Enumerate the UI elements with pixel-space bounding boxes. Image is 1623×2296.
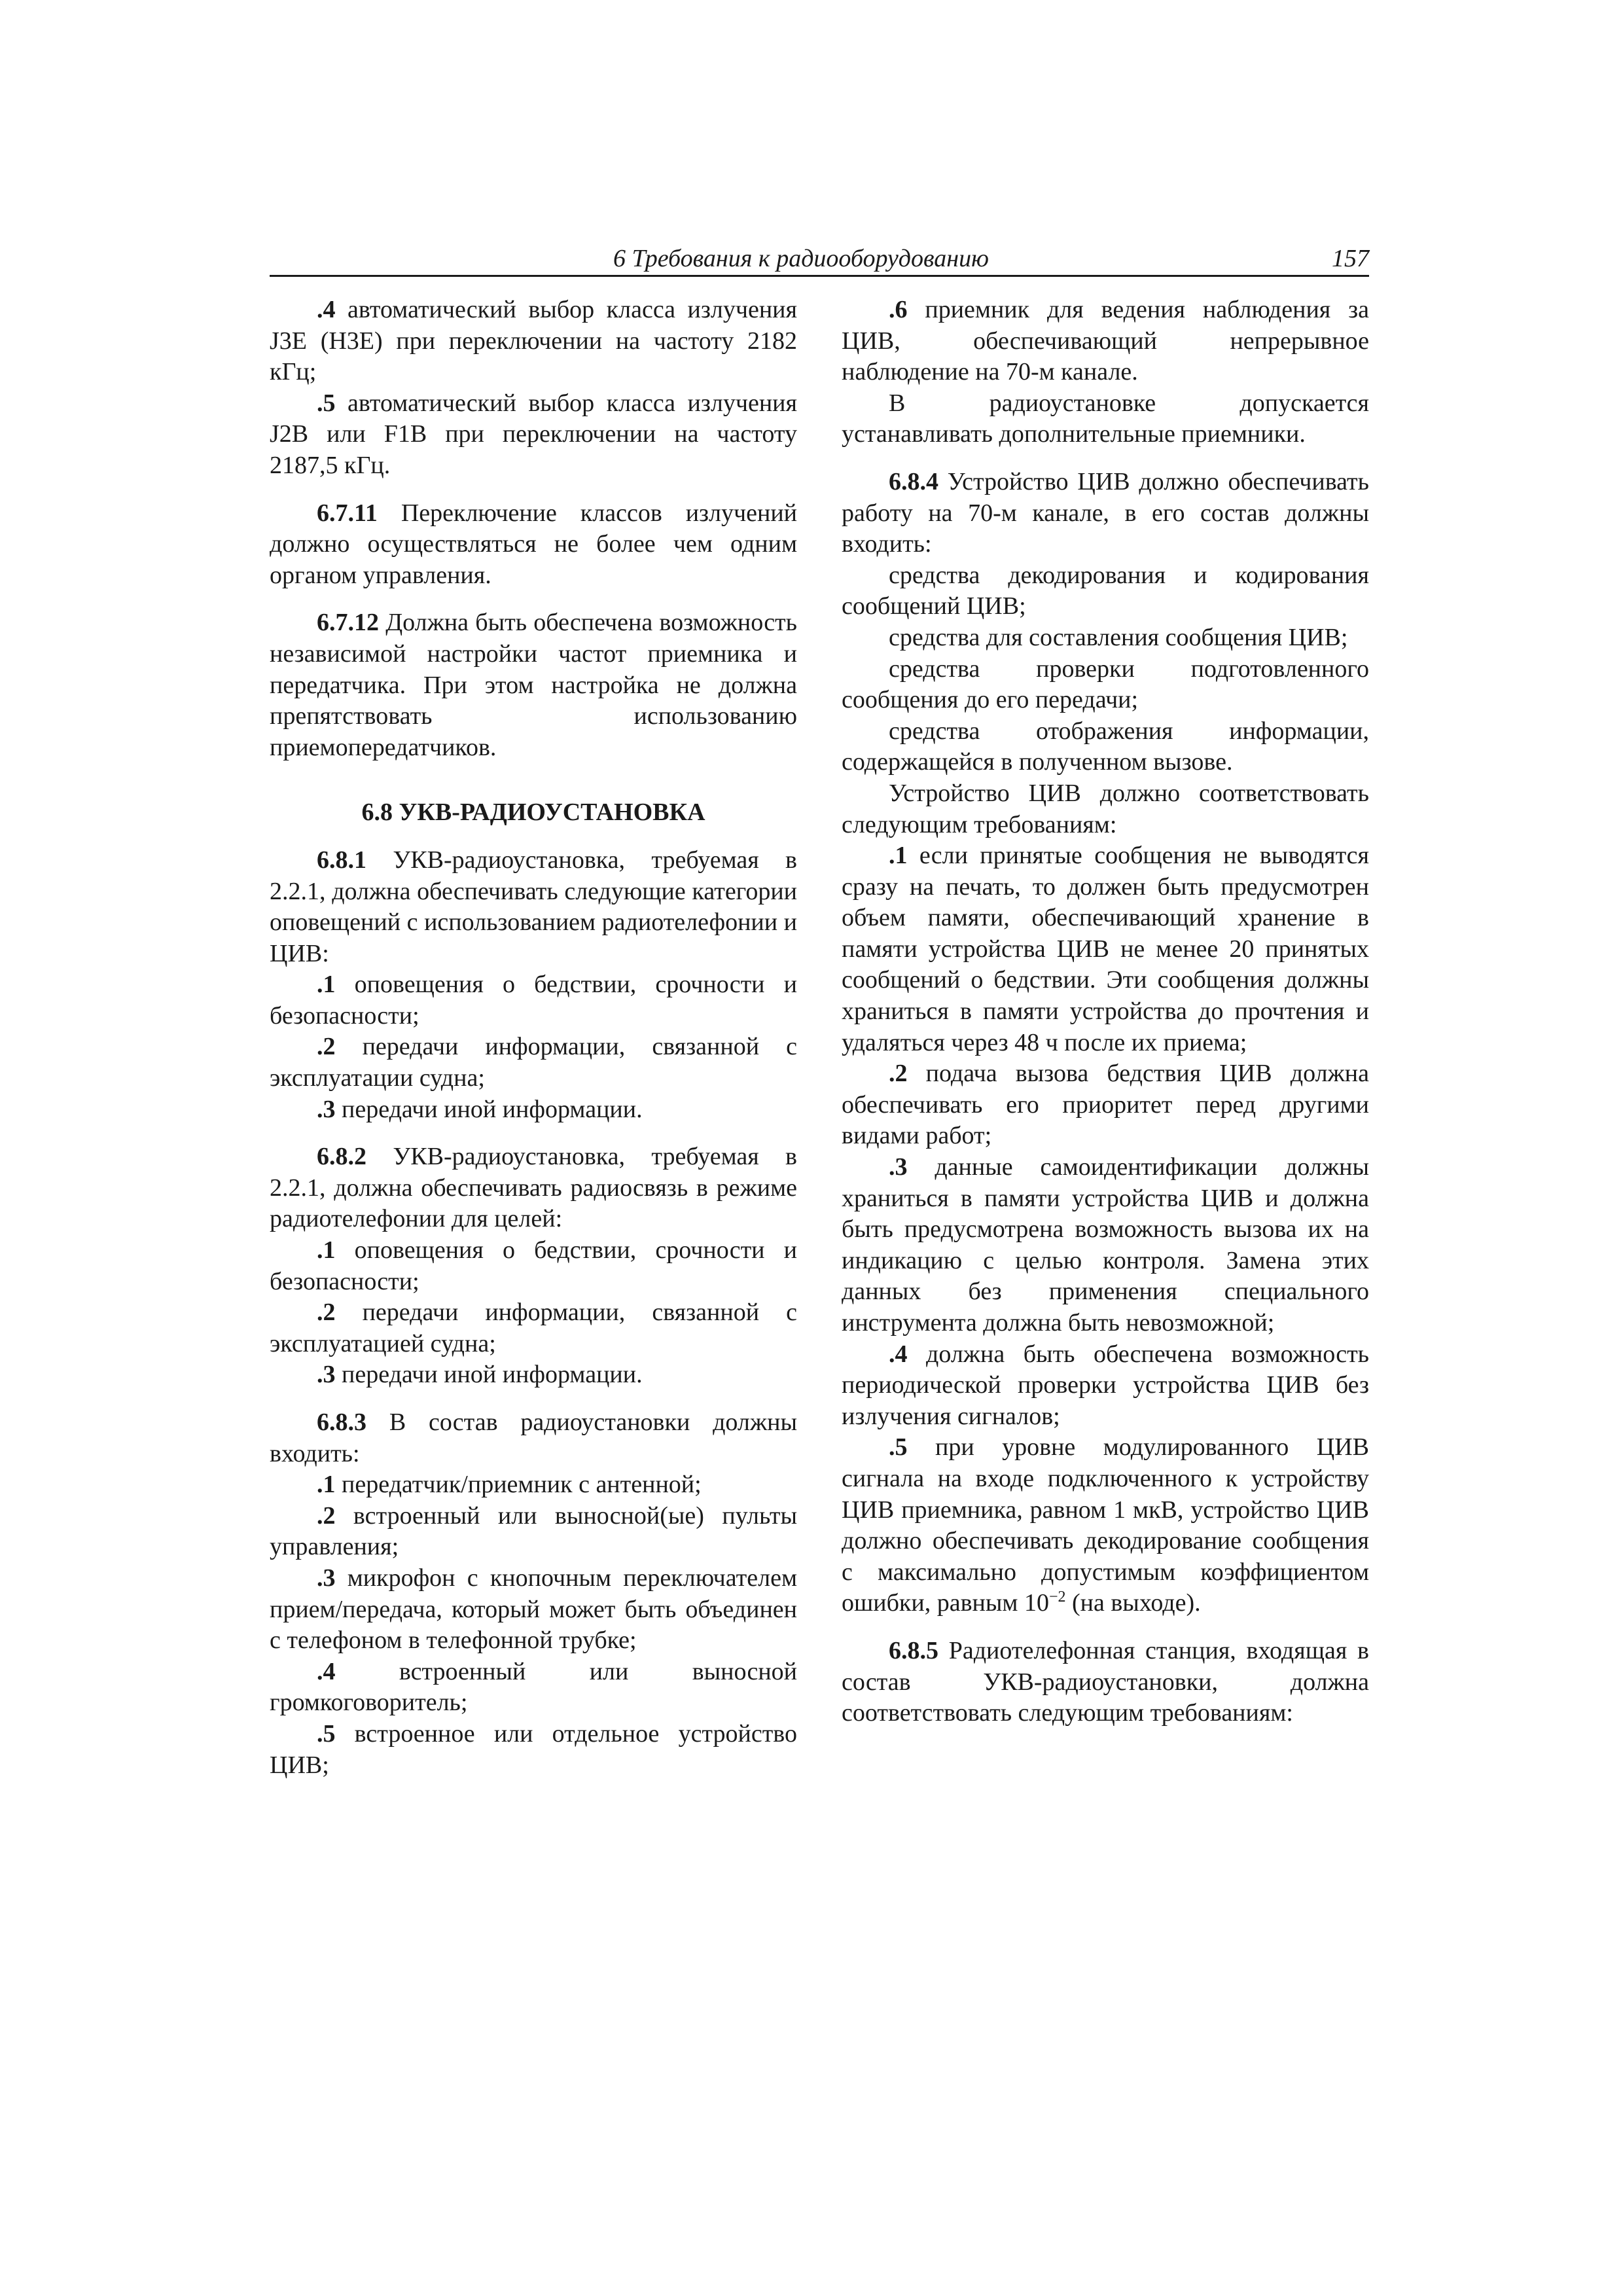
paragraph [270,1719,797,1781]
paragraph [270,607,797,763]
clause-text: УКВ-радиоустановка, требуемая в 2.2.1, должна обеспечивать следующие категории оповещений с использованием радиотелефонии и ЦИВ: [270,846,798,967]
paragraph [270,1235,797,1297]
clause-number: 6.8.4 [889,467,938,495]
paragraph [842,1636,1369,1729]
item-number: .3 [317,1095,336,1123]
item-text: передатчик/приемник с антенной; [342,1471,702,1499]
clause-number: 6.7.12 [317,609,379,637]
paragraph [842,654,1369,716]
item-number: .4 [317,1657,336,1685]
item-text: встроенный или выносной громкоговоритель; [270,1657,797,1717]
clause-text: Переключение классов излучений должно осуществляться не более чем одним органом управления. [270,499,797,589]
right-column [842,295,1369,1729]
paragraph [842,295,1369,388]
paragraph [270,969,797,1031]
item-text: приемник для ведения наблюдения за ЦИВ, обеспечивающий непрерывное наблюдение на 70-м канале. [842,296,1370,386]
item-number: .2 [317,1501,336,1530]
item-text: при уровне модулированного ЦИВ сигнала на входе подключенного к устройству ЦИВ приемника, равном 1 мкВ, устройство ЦИВ должно обеспечивать декодирование сообщения с максимально допустимым коэффициентом ошибки, равным 10 [842,1433,1369,1617]
item-text: если принятые сообщения не выводятся сразу на печать, то должен быть предусмотрен объем памяти, обеспечивающий хранение в памяти устройства ЦИВ не менее 20 принятых сообщений о бедствии. Эти сообщения должны храниться в памяти устройства до прочтения и удаляться через 48 ч после их приема; [842,842,1370,1056]
paragraph [270,388,797,482]
clause-number: 6.8.3 [317,1408,366,1436]
item-text-tail: (на выходе). [1065,1589,1201,1617]
item-text: подача вызова бедствия ЦИВ должна обеспечивать его приоритет перед другими видами работ; [842,1060,1369,1150]
item-number: .1 [889,842,908,870]
item-text: передачи иной информации. [342,1361,643,1389]
item-text: данные самоидентификации должны храниться в памяти устройства ЦИВ и должна быть предусмотрена возможность вызова их на индикацию с целью контроля. Замена этих данных без применения специального инструмента должна быть невозможной; [842,1153,1369,1336]
paragraph [270,1407,797,1469]
clause-number: 6.8.5 [889,1636,938,1664]
paragraph-text: средства отображения информации, содержащейся в полученном вызове. [842,717,1369,776]
paragraph [270,295,797,388]
paragraph [270,1094,797,1126]
clause-number: 6.8.2 [317,1143,366,1171]
paragraph [270,845,797,969]
item-number: .3 [317,1361,336,1389]
item-text: автоматический выбор класса излучения J3E (H3E) при переключении на частоту 2182 кГц; [270,296,797,386]
clause-text: УКВ-радиоустановка, требуемая в 2.2.1, должна обеспечивать радиосвязь в режиме радиотелефонии для целей: [270,1143,798,1233]
item-number: .1 [317,1236,336,1265]
page-number: 157 [1332,245,1369,272]
item-number: .3 [317,1564,336,1592]
paragraph [842,1432,1369,1619]
paragraph [842,467,1369,560]
clause-number: 6.8.1 [317,846,366,874]
paragraph-text: средства проверки подготовленного сообщения до его передачи; [842,655,1369,714]
running-header-title: 6 Требования к радиооборудованию [613,245,989,272]
left-column [270,295,797,1781]
paragraph [842,560,1369,622]
clause-text: Должна быть обеспечена возможность независимой настройки частот приемника и передатчика. При этом настройка не должна препятствовать использованию приемопередатчиков. [270,609,797,761]
item-number: .5 [317,389,336,417]
paragraph [270,1563,797,1657]
paragraph [842,1058,1369,1152]
item-number: .4 [317,296,336,323]
section-heading: 6.8 УКВ-РАДИОУСТАНОВКА [361,798,705,827]
item-number: .1 [317,971,336,999]
item-number: .6 [889,296,908,323]
item-number: .3 [889,1153,908,1181]
item-text: должна быть обеспечена возможность периодической проверки устройства ЦИВ без излучения сигналов; [842,1340,1369,1430]
paragraph [270,1657,797,1719]
paragraph [842,1152,1369,1339]
paragraph [270,1469,797,1501]
item-number: .5 [317,1719,336,1748]
item-number: .2 [317,1033,336,1061]
paragraph-text: В радиоустановке допускается устанавливать дополнительные приемники. [842,389,1369,448]
paragraph [842,1339,1369,1433]
paragraph-text: средства для составления сообщения ЦИВ; [889,623,1348,651]
superscript-exponent: −2 [1048,1588,1066,1606]
clause-number: 6.7.11 [317,499,378,527]
paragraph [270,1031,797,1094]
item-text: передачи иной информации. [342,1095,643,1123]
paragraph-text: Устройство ЦИВ должно соответствовать следующим требованиям: [842,779,1369,838]
paragraph [270,1501,797,1563]
item-number: .1 [317,1471,336,1499]
item-text: автоматический выбор класса излучения J2B или F1B при переключении на частоту 2187,5 кГц. [270,389,797,479]
item-text: оповещения о бедствии, срочности и безопасности; [270,971,797,1030]
item-number: .2 [317,1299,336,1327]
item-text: встроенное или отдельное устройство ЦИВ; [270,1719,797,1779]
paragraph [270,1297,797,1359]
running-header [270,243,1369,277]
paragraph-text: средства декодирования и кодирования сообщений ЦИВ; [842,561,1369,620]
clause-text: Радиотелефонная станция, входящая в состав УКВ-радиоустановки, должна соответствовать следующим требованиям: [842,1636,1369,1727]
clause-text: Устройство ЦИВ должно обеспечивать работу на 70-м канале, в его состав должны входить: [842,467,1369,558]
clause-text: В состав радиоустановки должны входить: [270,1408,798,1467]
paragraph [842,778,1369,840]
item-text: передачи информации, связанной с эксплуатации судна; [270,1033,797,1092]
item-number: .4 [889,1340,908,1368]
paragraph [270,498,797,592]
item-text: встроенный или выносной(ые) пульты управления; [270,1501,797,1561]
paragraph [842,388,1369,450]
paragraph [842,840,1369,1058]
item-number: .5 [889,1433,908,1462]
item-text: передачи информации, связанной с эксплуатацией судна; [270,1299,797,1357]
paragraph [270,1141,797,1235]
item-text: микрофон с кнопочным переключателем прием/передача, который может быть объединен с телефоном в телефонной трубке; [270,1564,797,1655]
item-number: .2 [889,1060,908,1088]
paragraph [842,622,1369,654]
paragraph [842,716,1369,778]
item-text: оповещения о бедствии, срочности и безопасности; [270,1236,797,1295]
paragraph [270,1359,797,1391]
